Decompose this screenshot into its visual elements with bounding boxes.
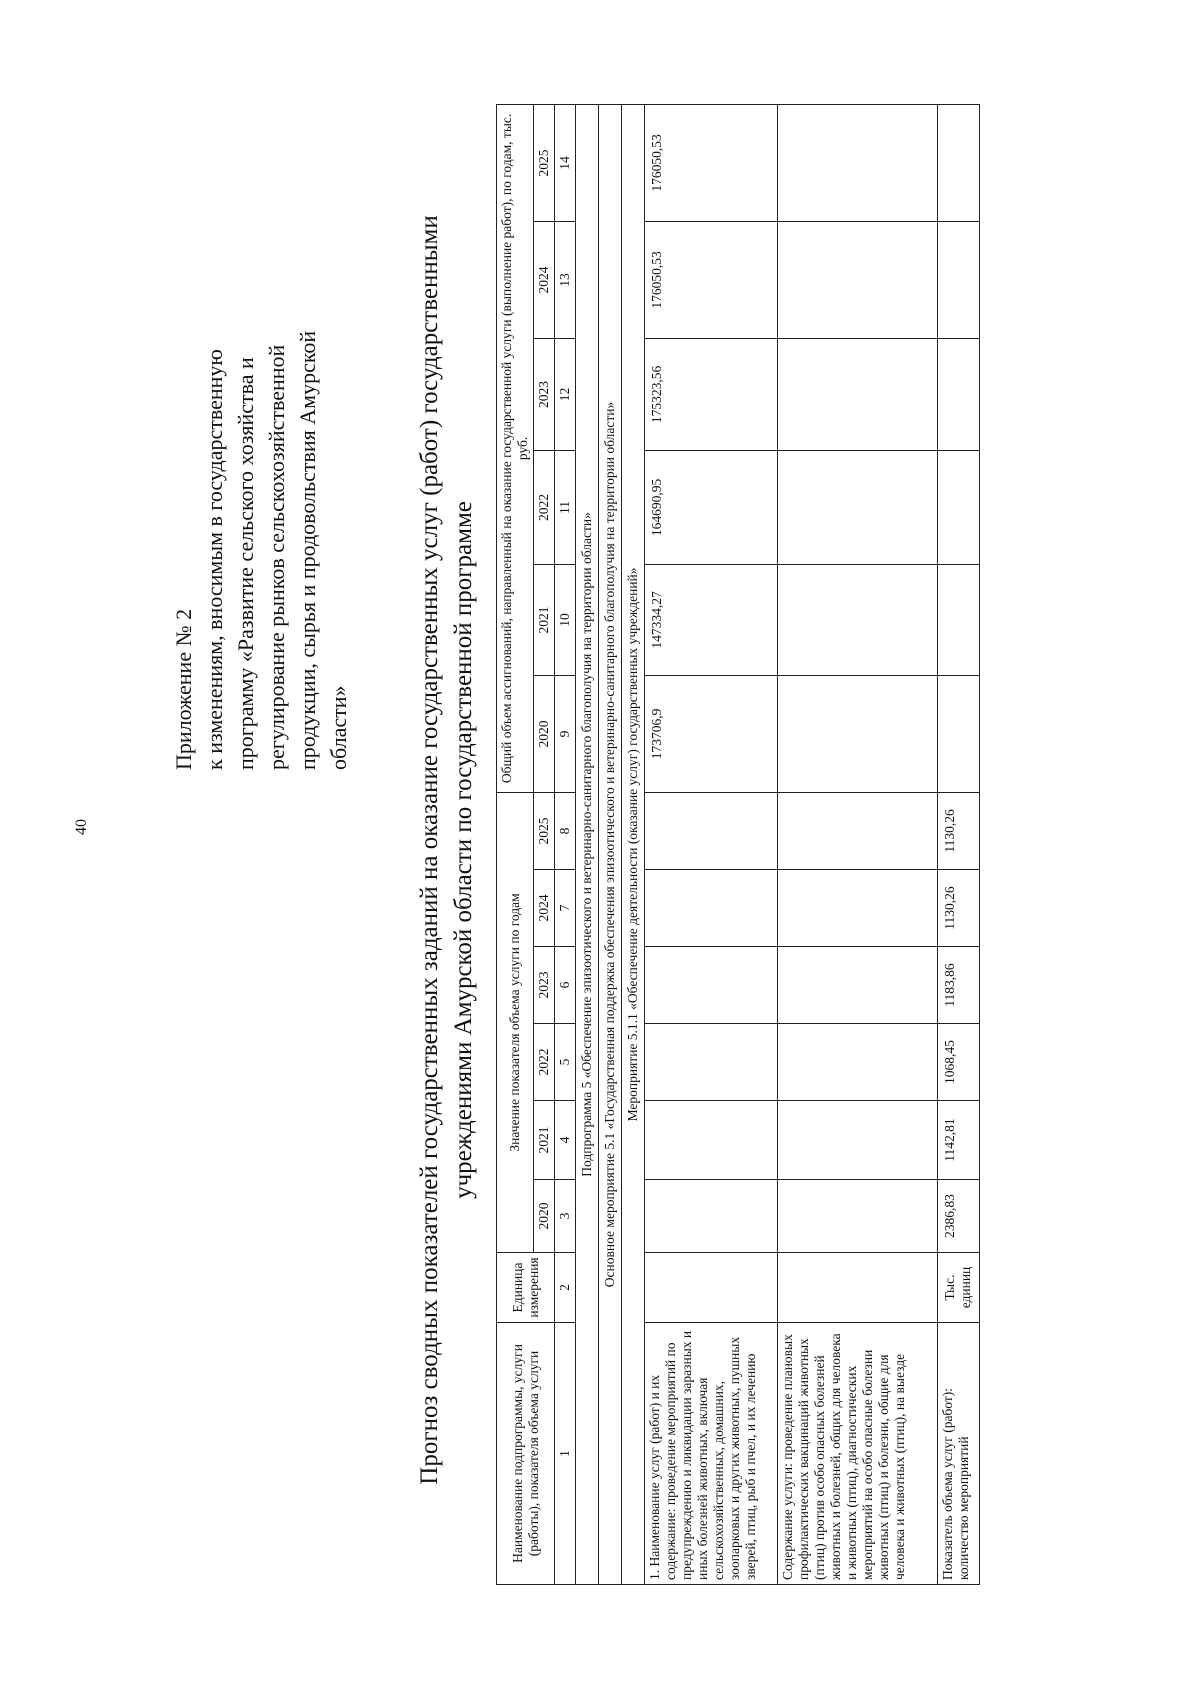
col-number: 7 [555,870,576,947]
col-number: 3 [555,1180,576,1253]
value-cell [778,792,938,869]
main-event-title: Основное мероприятие 5.1 «Государственная поддержка обеспечения эпизоотического и ветеринарно-санитарного благополучия на территории области» [599,104,622,1584]
header-name: Наименование подпрограммы, услуги (работы), показателя объема услуги [497,1323,555,1585]
row-name: Показатель объема услуг (работ): количество мероприятий [938,1323,980,1585]
table-row [938,104,980,1584]
header-finance-group: Общий объем ассигнований, направленный на оказание государственной услуги (выполнение работ), по годам, тыс. руб. [497,104,534,792]
finance-cell [938,338,980,450]
document-sheet [78,50,1178,1650]
finance-cell [938,221,980,338]
finance-cell [778,675,938,792]
appendix-note [168,210,354,770]
value-cell: 1130,26 [938,792,980,869]
year-cell: 2021 [534,1101,555,1180]
value-cell: 1130,26 [938,870,980,947]
value-cell [645,1101,778,1180]
finance-cell: 164690,95 [645,450,778,564]
row-unit [645,1253,778,1323]
main-event-row [599,104,622,1584]
value-cell: 1142,81 [938,1101,980,1180]
header-unit: Единица измерения [497,1253,555,1323]
year-cell: 2023 [534,338,555,450]
year-cell: 2021 [534,564,555,675]
appendix-line: к изменениям, вносимым в государственную [202,349,227,770]
value-cell: 1068,45 [938,1024,980,1101]
col-number: 10 [555,564,576,675]
title-line: учреждениями Амурской области по государственной программе [450,501,477,1199]
appendix-line: продукции, сырья и продовольствия Амурской [295,330,320,770]
col-number: 9 [555,675,576,792]
value-cell [645,792,778,869]
event-row [622,104,645,1584]
document-title [413,50,481,1650]
year-cell: 2022 [534,1024,555,1101]
finance-cell [938,104,980,221]
finance-cell [938,675,980,792]
finance-cell [938,450,980,564]
col-number: 2 [555,1253,576,1323]
col-number: 6 [555,947,576,1024]
finance-cell [778,564,938,675]
row-unit: Тыс. единиц [938,1253,980,1323]
subprogram-row [576,104,599,1584]
year-cell: 2020 [534,675,555,792]
header-row [497,104,534,1584]
finance-cell: 176050,53 [645,221,778,338]
col-number: 4 [555,1101,576,1180]
appendix-line: программу «Развитие сельского хозяйства и [233,357,258,770]
year-cell: 2025 [534,792,555,869]
col-number: 8 [555,792,576,869]
subprogram-title: Подпрограмма 5 «Обеспечение эпизоотического и ветеринарно-санитарного благополучия на территории области» [576,104,599,1584]
col-number: 12 [555,338,576,450]
value-cell: 2386,83 [938,1180,980,1253]
row-unit [778,1253,938,1323]
table-row [778,104,938,1584]
year-cell: 2020 [534,1180,555,1253]
col-number: 5 [555,1024,576,1101]
appendix-line: регулирование рынков сельскохозяйственной [264,344,289,770]
finance-cell: 175323,56 [645,338,778,450]
value-cell [778,1024,938,1101]
value-cell [778,870,938,947]
value-cell [778,1101,938,1180]
year-cell: 2025 [534,104,555,221]
finance-cell [778,221,938,338]
finance-cell: 147334,27 [645,564,778,675]
title-line: Прогноз сводных показателей государственных заданий на оказание государственных услуг (работ) государственными [416,215,443,1485]
finance-cell: 176050,53 [645,104,778,221]
appendix-line: области» [326,685,351,770]
row-name: Содержание услуги: проведение плановых профилактических вакцинаций животных (птиц) против особо опасных болезней животных и болезней, общих для человека и животных (птиц), диагностических мероприятий на особо опасные болезни животных (птиц) и болезни, общие для человека и животных (птиц), на выезде [778,1323,938,1585]
year-cell: 2023 [534,947,555,1024]
value-cell [778,947,938,1024]
col-number: 13 [555,221,576,338]
col-number: 14 [555,104,576,221]
column-number-row [555,104,576,1584]
value-cell [645,947,778,1024]
finance-cell [778,450,938,564]
event-title: Мероприятие 5.1.1 «Обеспечение деятельности (оказание услуг) государственных учреждений» [622,104,645,1584]
value-cell: 1183,86 [938,947,980,1024]
header-values-group: Значение показателя объема услуги по годам [497,792,534,1252]
col-number: 11 [555,450,576,564]
value-cell [778,1180,938,1253]
col-number: 1 [555,1323,576,1585]
finance-cell [778,104,938,221]
indicators-table [496,104,980,1585]
year-cell: 2024 [534,870,555,947]
value-cell [645,1180,778,1253]
value-cell [645,870,778,947]
page-number: 40 [73,819,90,835]
appendix-line: Приложение № 2 [171,608,196,770]
year-cell: 2024 [534,221,555,338]
finance-cell: 173706,9 [645,675,778,792]
year-cell: 2022 [534,450,555,564]
finance-cell [938,564,980,675]
table-row [645,104,778,1584]
row-name: 1. Наименование услуг (работ) и их содержание: проведение мероприятий по предупреждению и ликвидации заразных и иных болезней животных, включая сельскохозяйственных, домашних, зоопарковых и других животных, пушных зверей, птиц, рыб и пчел, и их лечению [645,1323,778,1585]
value-cell [645,1024,778,1101]
finance-cell [778,338,938,450]
